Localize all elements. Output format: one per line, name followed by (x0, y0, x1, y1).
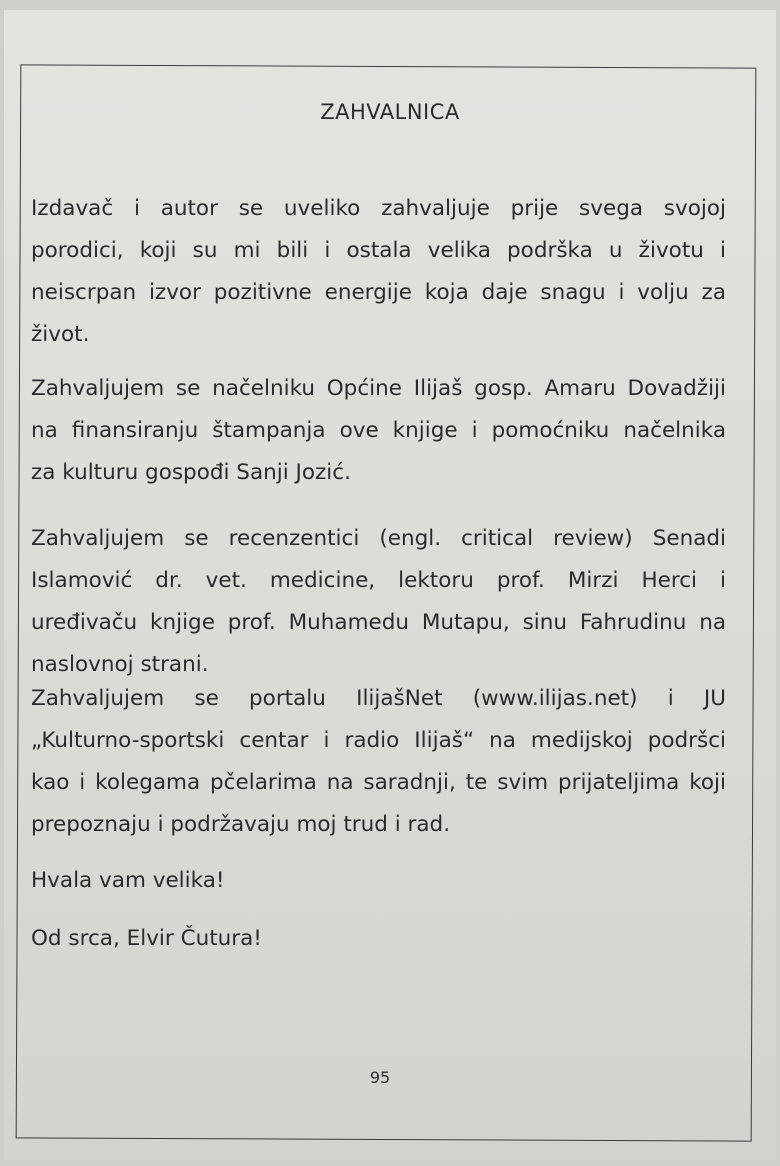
text-line: Izdavač i autor se uveliko zahvaljuje prije svega svojoj (31, 196, 726, 221)
text-line: naslovnoj strani. (31, 652, 209, 677)
page-number: 95 (369, 1068, 391, 1087)
text-line: uređivaču knjige prof. Muhamedu Mutapu, sinu Fahrudinu na (31, 610, 726, 635)
paragraph (31, 188, 726, 356)
text-line: na finansiranju štampanja ove knjige i pomoćniku načelnika (31, 418, 726, 443)
text-line: „Kulturno-sportski centar i radio Ilijaš“ na medijskoj podršci (31, 728, 726, 753)
text-line: prepoznaju i podržavaju moj trud i rad. (31, 812, 451, 837)
text-line: Zahvaljujem se portalu IlijašNet (www.ilijas.net) i JU (31, 686, 726, 711)
text-line: život. (31, 322, 90, 347)
text-line: Od srca, Elvir Čutura! (31, 926, 262, 951)
paragraph (31, 678, 726, 846)
text-line: Zahvaljujem se recenzentici (engl. critical review) Senadi (31, 526, 726, 551)
page-title: ZAHVALNICA (320, 100, 460, 124)
text-line: Hvala vam velika! (31, 868, 225, 893)
text-line: Zahvaljujem se načelniku Općine Ilijaš gosp. Amaru Dovadžiji (31, 376, 726, 401)
paragraph (31, 518, 726, 686)
text-line: Islamović dr. vet. medicine, lektoru prof. Mirzi Herci i (31, 568, 726, 593)
text-line: za kulturu gospođi Sanji Jozić. (31, 460, 351, 485)
text-line: porodici, koji su mi bili i ostala velika podrška u životu i (31, 238, 726, 263)
paragraph (31, 368, 726, 494)
text-line: kao i kolegama pčelarima na saradnji, te svim prijateljima koji (31, 770, 726, 795)
text-line: neiscrpan izvor pozitivne energije koja daje snagu i volju za (31, 280, 726, 305)
paragraph (31, 918, 726, 960)
paragraph (31, 860, 726, 902)
